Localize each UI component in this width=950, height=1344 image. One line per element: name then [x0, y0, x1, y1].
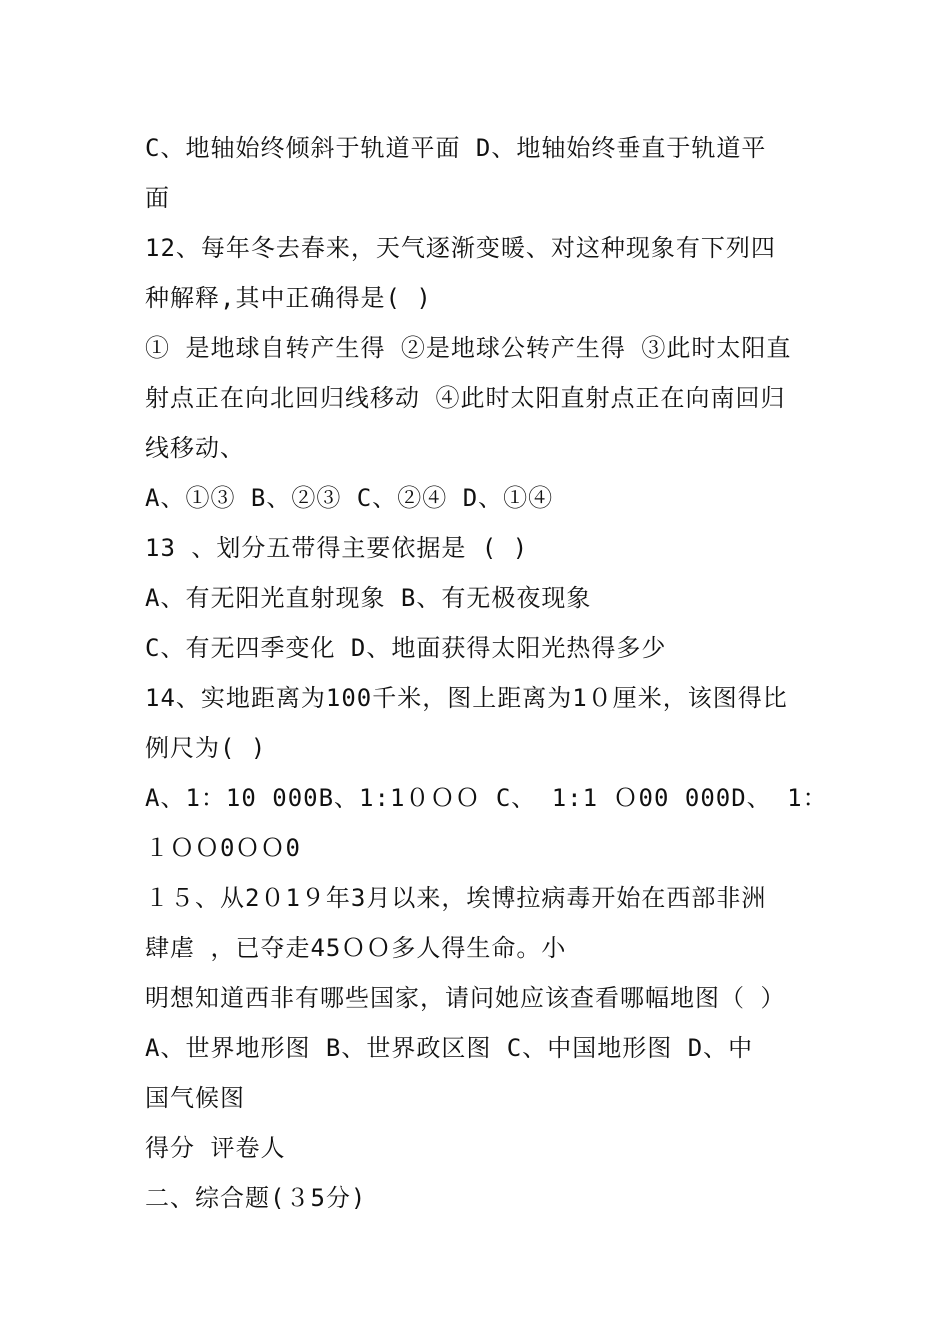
question-15-answers-line-1: A、世界地形图 B、世界政区图 C、中国地形图 D、中: [145, 1034, 754, 1062]
text-line-2: 面: [145, 184, 170, 212]
question-13-answers-cd: C、有无四季变化 D、地面获得太阳光热得多少: [145, 634, 667, 662]
question-14-line-1: 14、实地距离为100千米，图上距离为1０厘米，该图得比: [145, 684, 788, 712]
text-line-1: C、地轴始终倾斜于轨道平面 D、地轴始终垂直于轨道平: [145, 134, 767, 162]
question-12-line-1: 12、每年冬去春来，天气逐渐变暖、对这种现象有下列四: [145, 234, 776, 262]
question-14-answers-line-1: A、1：10 000B、1:1０ＯＯ C、 1:1 Ｏ00 000D、 1：: [145, 784, 828, 812]
question-14-line-2: 例尺为( ): [145, 734, 267, 762]
question-15-line-3: 明想知道西非有哪些国家，请问她应该查看哪幅地图（ ）: [145, 984, 786, 1012]
question-12-line-2: 种解释,其中正确得是( ): [145, 284, 432, 312]
question-12-options-line-1: ① 是地球自转产生得 ②是地球公转产生得 ③此时太阳直: [145, 334, 792, 362]
question-14-answers-line-2: １ＯＯ0ＯＯ0: [145, 834, 301, 862]
question-15-answers-line-2: 国气候图: [145, 1084, 245, 1112]
question-12-answers: A、①③ B、②③ C、②④ D、①④: [145, 484, 554, 512]
question-12-options-line-2: 射点正在向北回归线移动 ④此时太阳直射点正在向南回归: [145, 384, 786, 412]
question-12-options-line-3: 线移动、: [145, 434, 245, 462]
section-2-heading: 二、综合题(３5分): [145, 1184, 367, 1212]
question-13-stem: 13 、划分五带得主要依据是 ( ): [145, 534, 529, 562]
question-15-line-2: 肆虐 ，已夺走45ＯＯ多人得生命。小: [145, 934, 567, 962]
question-13-answers-ab: A、有无阳光直射现象 B、有无极夜现象: [145, 584, 592, 612]
score-grader-label: 得分 评卷人: [145, 1134, 286, 1162]
question-15-line-1: １５、从2０1９年3月以来，埃博拉病毒开始在西部非洲: [145, 884, 767, 912]
